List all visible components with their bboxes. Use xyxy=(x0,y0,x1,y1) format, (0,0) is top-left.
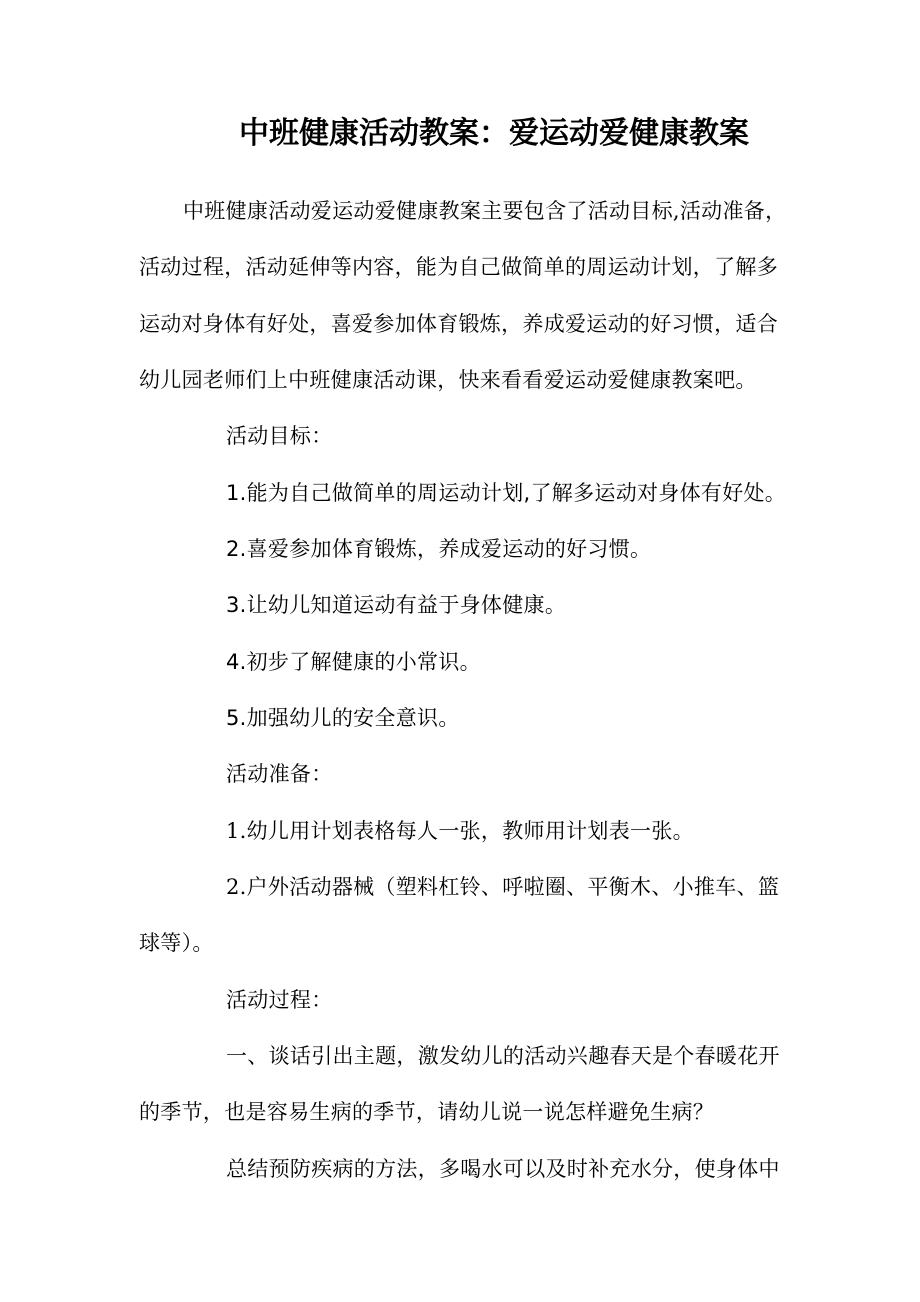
intro-line-2: 活动过程，活动延伸等内容，能为自己做简单的周运动计划，了解多 xyxy=(139,255,778,279)
intro-line-1: 中班健康活动爱运动爱健康教案主要包含了活动目标,活动准备， xyxy=(183,199,787,223)
goal-item-4: 4.初步了解健康的小常识。 xyxy=(226,650,481,674)
process-heading: 活动过程： xyxy=(226,988,333,1012)
goal-item-1: 1.能为自己做简单的周运动计划,了解多运动对身体有好处。 xyxy=(226,481,787,505)
process-line-3: 总结预防疾病的方法，多喝水可以及时补充水分，使身体中 xyxy=(226,1157,780,1181)
preparation-item-1: 1.幼儿用计划表格每人一张，教师用计划表一张。 xyxy=(226,819,694,843)
goal-item-5: 5.加强幼儿的安全意识。 xyxy=(226,706,460,730)
document-title: 中班健康活动教案：爱运动爱健康教案 xyxy=(239,116,749,151)
preparation-item-2-cont: 球等）。 xyxy=(139,931,214,955)
goal-item-3: 3.让幼儿知道运动有益于身体健康。 xyxy=(226,593,567,617)
intro-line-4: 幼儿园老师们上中班健康活动课，快来看看爱运动爱健康教案吧。 xyxy=(139,368,757,392)
process-line-1: 一、谈话引出主题，激发幼儿的活动兴趣春天是个春暖花开 xyxy=(226,1044,780,1068)
intro-line-3: 运动对身体有好处，喜爱参加体育锻炼，养成爱运动的好习惯，适合 xyxy=(139,312,778,336)
goals-heading: 活动目标： xyxy=(226,424,333,448)
preparation-item-2: 2.户外活动器械（塑料杠铃、呼啦圈、平衡木、小推车、篮 xyxy=(226,875,780,899)
process-line-2: 的季节，也是容易生病的季节，请幼儿说一说怎样避免生病？ xyxy=(139,1100,715,1124)
goal-item-2: 2.喜爱参加体育锻炼，养成爱运动的好习惯。 xyxy=(226,537,652,561)
preparation-heading: 活动准备： xyxy=(226,762,333,786)
